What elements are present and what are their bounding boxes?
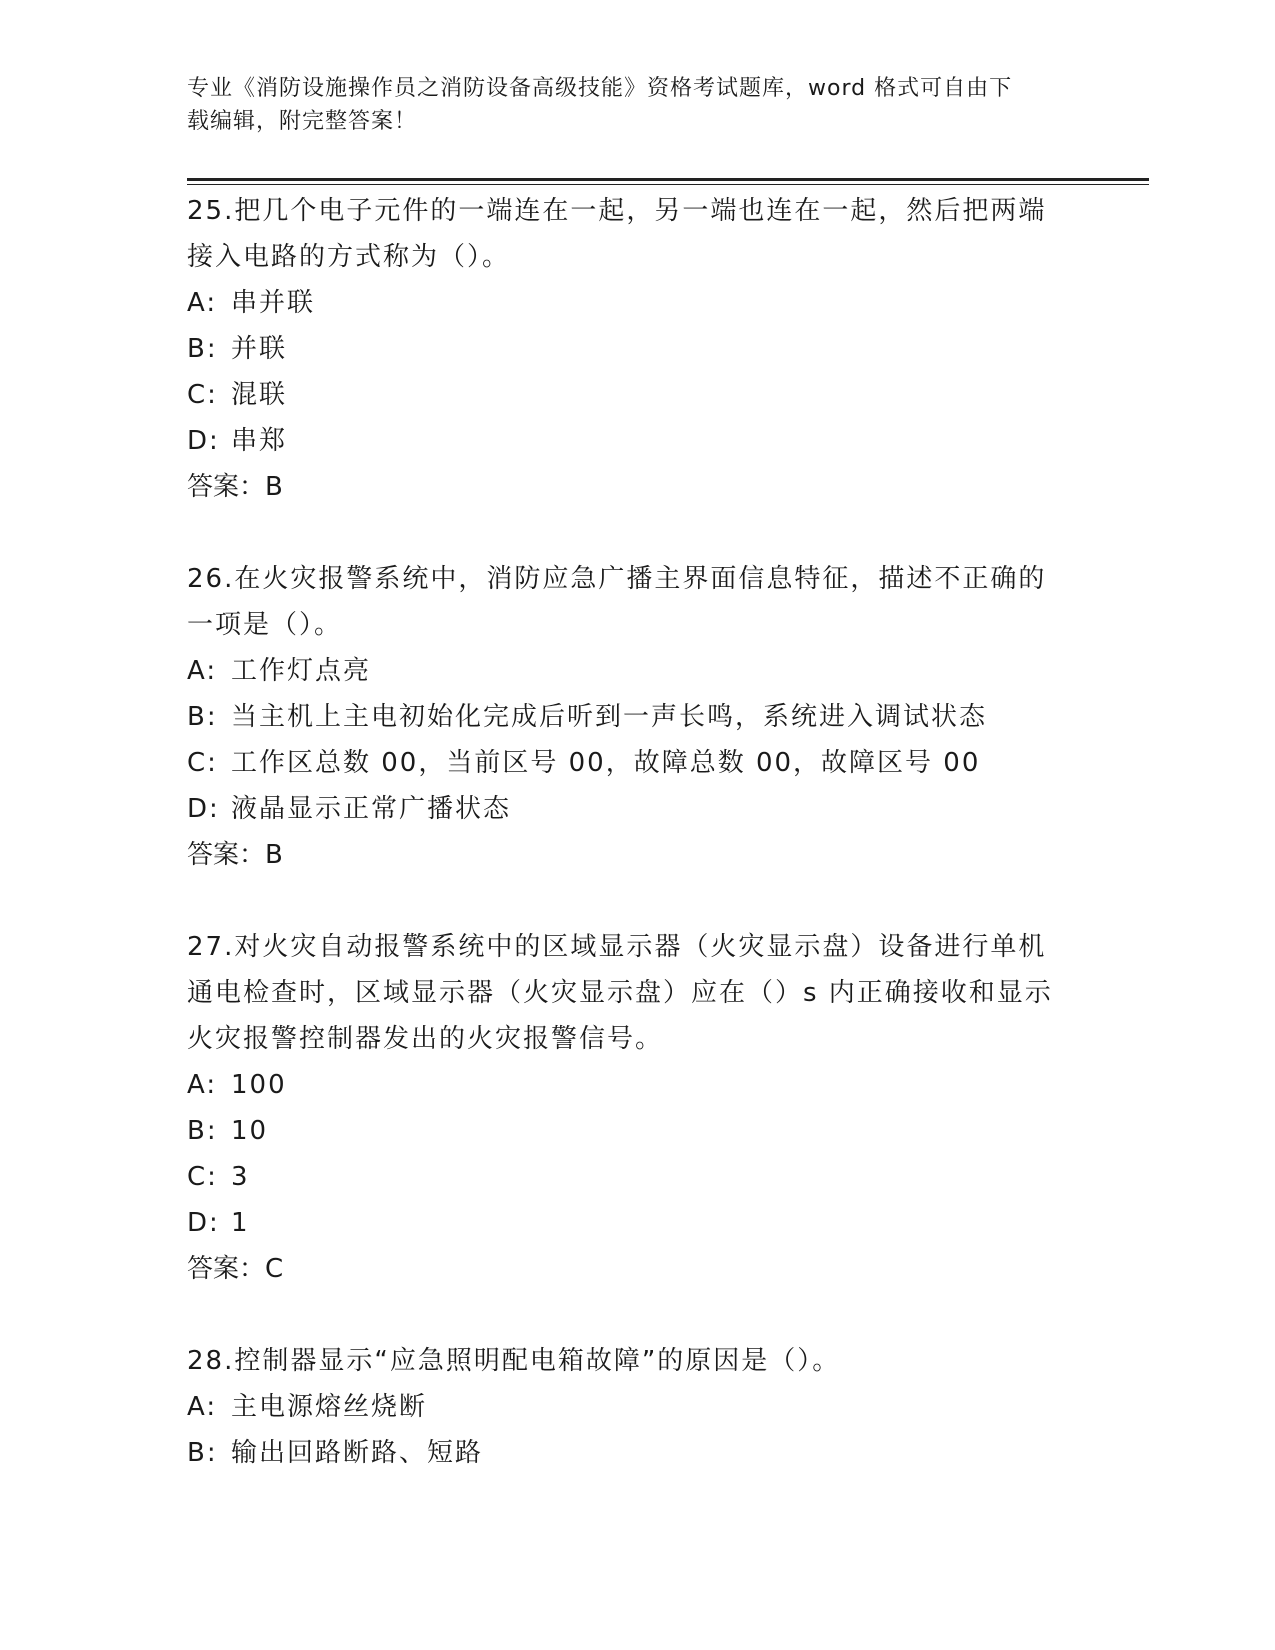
option-text: 1: [231, 1208, 250, 1238]
option-letter: C:: [187, 380, 218, 410]
option-letter: B:: [187, 1116, 218, 1146]
option-letter: A:: [187, 1070, 218, 1100]
option-a: [187, 1384, 1087, 1430]
question-25: [187, 188, 1087, 510]
option-text: 100: [231, 1070, 287, 1100]
header-rule-thin: [187, 184, 1149, 185]
question-text: 一项是（）。: [187, 610, 343, 640]
option-text: 串郑: [231, 426, 288, 456]
question-text: 火灾报警控制器发出的火灾报警信号。: [187, 1024, 664, 1054]
header-line-2: 载编辑，附完整答案！: [187, 109, 418, 134]
option-letter: B:: [187, 1438, 218, 1468]
question-list: [187, 188, 1087, 1522]
option-d: [187, 1200, 1087, 1246]
option-text: 3: [231, 1162, 250, 1192]
question-text: 28.控制器显示“应急照明配电箱故障”的原因是（）。: [187, 1346, 841, 1376]
option-letter: D:: [187, 426, 220, 456]
option-b: [187, 694, 1087, 740]
document-header: [187, 72, 1087, 138]
option-text: 工作区总数 00，当前区号 00，故障总数 00，故障区号 00: [231, 748, 981, 778]
option-text: 10: [231, 1116, 269, 1146]
answer: 答案：B: [187, 840, 283, 870]
option-letter: A:: [187, 1392, 218, 1422]
option-text: 液晶显示正常广播状态: [231, 794, 512, 824]
question-27: [187, 924, 1087, 1292]
option-c: [187, 740, 1087, 786]
option-b: [187, 1430, 1087, 1476]
header-line-1: 专业《消防设施操作员之消防设备高级技能》资格考试题库，word 格式可自由下: [187, 76, 1013, 101]
question-text: 27.对火灾自动报警系统中的区域显示器（火灾显示盘）设备进行单机: [187, 932, 1047, 962]
option-a: [187, 648, 1087, 694]
option-d: [187, 786, 1087, 832]
option-letter: A:: [187, 656, 218, 686]
question-text: 25.把几个电子元件的一端连在一起，另一端也连在一起，然后把两端: [187, 196, 1047, 226]
option-text: 串并联: [231, 288, 316, 318]
option-b: [187, 326, 1087, 372]
question-text: 26.在火灾报警系统中，消防应急广播主界面信息特征，描述不正确的: [187, 564, 1047, 594]
option-letter: B:: [187, 334, 218, 364]
header-rule-thick: [187, 178, 1149, 181]
option-text: 主电源熔丝烧断: [231, 1392, 428, 1422]
question-text: 接入电路的方式称为（）。: [187, 242, 511, 272]
option-c: [187, 372, 1087, 418]
answer: 答案：C: [187, 1254, 284, 1284]
answer: 答案：B: [187, 472, 283, 502]
question-26: [187, 556, 1087, 878]
option-text: 混联: [231, 380, 288, 410]
option-c: [187, 1154, 1087, 1200]
question-text: 通电检查时，区域显示器（火灾显示盘）应在（）s 内正确接收和显示: [187, 978, 1053, 1008]
option-d: [187, 418, 1087, 464]
option-text: 输出回路断路、短路: [231, 1438, 484, 1468]
option-text: 当主机上主电初始化完成后听到一声长鸣，系统进入调试状态: [231, 702, 988, 732]
option-letter: C:: [187, 748, 218, 778]
option-text: 并联: [231, 334, 288, 364]
option-a: [187, 1062, 1087, 1108]
option-b: [187, 1108, 1087, 1154]
option-a: [187, 280, 1087, 326]
option-text: 工作灯点亮: [231, 656, 372, 686]
option-letter: B:: [187, 702, 218, 732]
option-letter: A:: [187, 288, 218, 318]
option-letter: D:: [187, 1208, 220, 1238]
question-28: [187, 1338, 1087, 1476]
option-letter: C:: [187, 1162, 218, 1192]
option-letter: D:: [187, 794, 220, 824]
